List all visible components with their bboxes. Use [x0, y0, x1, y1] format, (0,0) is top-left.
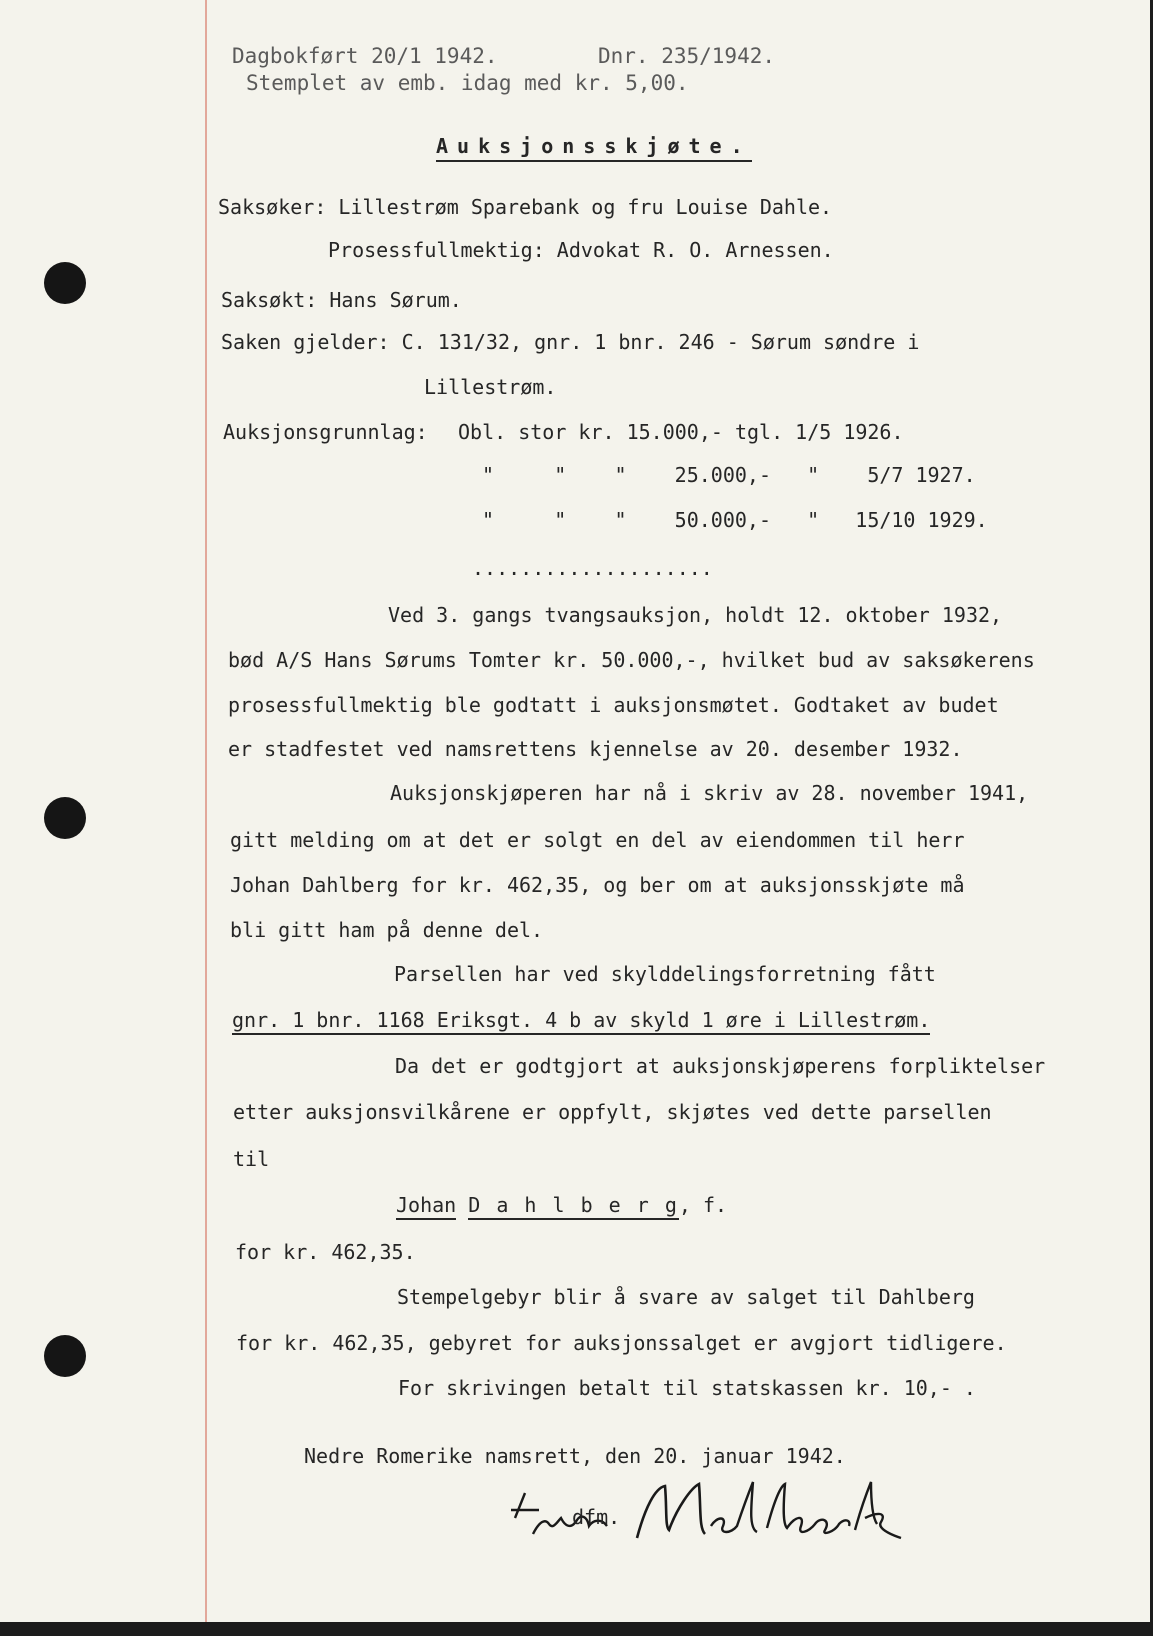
signature-title: dfm. [572, 1505, 621, 1529]
body-line: bød A/S Hans Sørums Tomter kr. 50.000,-, hvilket bud av saksøkerens [228, 648, 1035, 672]
case-line-continued: Lillestrøm. [424, 375, 557, 399]
margin-line [205, 0, 207, 1622]
punch-hole [44, 262, 86, 304]
place-and-date: Nedre Romerike namsrett, den 20. januar 1942. [304, 1444, 846, 1468]
fee-line: For skrivingen betalt til statskassen kr. 10,- . [398, 1376, 976, 1400]
auction-basis-label: Auksjonsgrunnlag: [223, 420, 428, 444]
case-line: Saken gjelder: C. 131/32, gnr. 1 bnr. 246 - Sørum søndre i [221, 330, 920, 354]
attorney-line: Prosessfullmektig: Advokat R. O. Arnessen. [328, 238, 834, 262]
body-line: Ved 3. gangs tvangsauksjon, holdt 12. oktober 1932, [388, 603, 1003, 627]
auction-basis-row: " " " 50.000,- " 15/10 1929. [482, 508, 988, 532]
buyer-last-name: D a h l b e r g [468, 1193, 679, 1220]
registration-stamp: Dagbokført 20/1 1942. [232, 44, 498, 68]
body-line: bli gitt ham på denne del. [230, 918, 544, 942]
buyer-name [396, 1193, 727, 1217]
price-line: for kr. 462,35. [235, 1240, 416, 1264]
dot-leader: .................... [472, 556, 713, 580]
property-designation: gnr. 1 bnr. 1168 Eriksgt. 4 b av skyld 1 øre i Lillestrøm. [232, 1008, 930, 1035]
fee-line: Stempelgebyr blir å svare av salget til Dahlberg [397, 1285, 975, 1309]
body-line: Da det er godtgjort at auksjonskjøperens forpliktelser [395, 1054, 1046, 1078]
punch-hole [44, 1335, 86, 1377]
body-line: er stadfestet ved namsrettens kjennelse av 20. desember 1932. [228, 737, 963, 761]
body-line: Auksjonskjøperen har nå i skriv av 28. november 1941, [390, 781, 1029, 805]
plaintiff-line: Saksøker: Lillestrøm Sparebank og fru Louise Dahle. [218, 195, 833, 219]
document-number: Dnr. 235/1942. [598, 44, 776, 68]
buyer-first-name: Johan [396, 1193, 456, 1220]
handwritten-signature [505, 1468, 925, 1568]
defendant-line: Saksøkt: Hans Sørum. [221, 288, 462, 312]
punch-hole [44, 797, 86, 839]
body-line: Parsellen har ved skylddelingsforretning fått [394, 962, 936, 986]
body-line: etter auksjonsvilkårene er oppfylt, skjøtes ved dette parsellen [233, 1100, 992, 1124]
document-title: Auksjonsskjøte. [436, 134, 752, 162]
buyer-suffix: , f. [678, 1193, 728, 1217]
stamp-fee-line: Stemplet av emb. idag med kr. 5,00. [246, 71, 689, 95]
fee-line: for kr. 462,35, gebyret for auksjonssalget er avgjort tidligere. [236, 1331, 1007, 1355]
auction-basis-row: " " " 25.000,- " 5/7 1927. [482, 463, 976, 487]
body-line: prosessfullmektig ble godtatt i auksjonsmøtet. Godtaket av budet [228, 693, 999, 717]
body-line: til [233, 1147, 270, 1171]
body-line: gitt melding om at det er solgt en del av eiendommen til herr [230, 828, 965, 852]
auction-basis-row: Obl. stor kr. 15.000,- tgl. 1/5 1926. [458, 420, 904, 444]
body-line: Johan Dahlberg for kr. 462,35, og ber om at auksjonsskjøte må [230, 873, 965, 897]
